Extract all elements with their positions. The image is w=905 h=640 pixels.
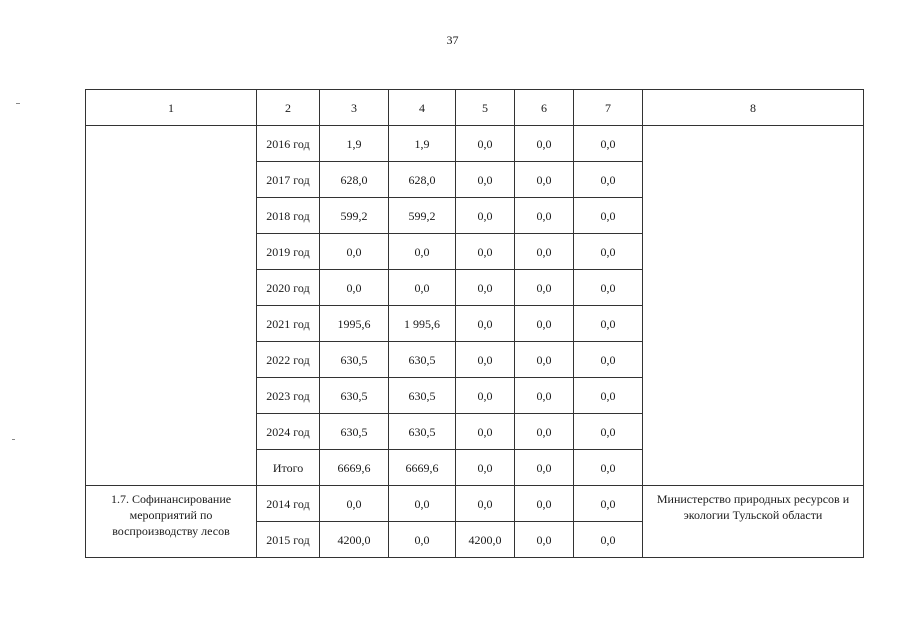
value-cell: 0,0	[515, 342, 574, 378]
funding-table	[85, 89, 864, 558]
value-cell: 630,5	[320, 414, 389, 450]
value-cell: 630,5	[320, 342, 389, 378]
value-cell: 0,0	[574, 378, 643, 414]
value-cell: 0,0	[574, 162, 643, 198]
table-row	[86, 486, 864, 522]
value-cell: 0,0	[456, 414, 515, 450]
value-cell: 0,0	[515, 306, 574, 342]
value-cell: 0,0	[515, 522, 574, 558]
year-cell: 2023 год	[257, 378, 320, 414]
value-cell: 0,0	[456, 162, 515, 198]
value-cell: 630,5	[389, 378, 456, 414]
value-cell: 0,0	[389, 234, 456, 270]
value-cell: 628,0	[389, 162, 456, 198]
value-cell: 0,0	[574, 522, 643, 558]
value-cell: 0,0	[515, 198, 574, 234]
value-cell: 0,0	[456, 342, 515, 378]
page-number: 37	[446, 33, 459, 47]
year-cell: 2016 год	[257, 126, 320, 162]
value-cell: 0,0	[515, 378, 574, 414]
scan-speck	[16, 103, 20, 104]
value-cell: 0,0	[320, 270, 389, 306]
value-cell: 0,0	[574, 198, 643, 234]
value-cell: 6669,6	[320, 450, 389, 486]
header-cell: 1	[86, 90, 257, 126]
table-row	[86, 126, 864, 162]
year-cell: 2021 год	[257, 306, 320, 342]
value-cell: 4200,0	[320, 522, 389, 558]
year-cell: 2019 год	[257, 234, 320, 270]
header-cell: 8	[643, 90, 864, 126]
header-cell: 7	[574, 90, 643, 126]
value-cell: 0,0	[456, 378, 515, 414]
value-cell: 0,0	[389, 486, 456, 522]
year-cell: Итого	[257, 450, 320, 486]
value-cell: 0,0	[320, 486, 389, 522]
value-cell: 0,0	[456, 234, 515, 270]
scan-speck	[12, 439, 15, 440]
value-cell: 0,0	[456, 486, 515, 522]
value-cell: 1995,6	[320, 306, 389, 342]
header-cell: 2	[257, 90, 320, 126]
value-cell: 1 995,6	[389, 306, 456, 342]
year-cell: 2022 год	[257, 342, 320, 378]
value-cell: 599,2	[389, 198, 456, 234]
executor-cell-empty	[643, 126, 864, 486]
value-cell: 599,2	[320, 198, 389, 234]
value-cell: 0,0	[574, 234, 643, 270]
value-cell: 0,0	[389, 522, 456, 558]
value-cell: 628,0	[320, 162, 389, 198]
value-cell: 0,0	[456, 270, 515, 306]
year-cell: 2014 год	[257, 486, 320, 522]
year-cell: 2024 год	[257, 414, 320, 450]
value-cell: 0,0	[389, 270, 456, 306]
value-cell: 0,0	[574, 486, 643, 522]
year-cell: 2017 год	[257, 162, 320, 198]
value-cell: 630,5	[389, 342, 456, 378]
value-cell: 6669,6	[389, 450, 456, 486]
value-cell: 0,0	[320, 234, 389, 270]
table-header-row	[86, 90, 864, 126]
year-cell: 2018 год	[257, 198, 320, 234]
value-cell: 630,5	[320, 378, 389, 414]
value-cell: 0,0	[574, 270, 643, 306]
value-cell: 0,0	[515, 234, 574, 270]
value-cell: 1,9	[389, 126, 456, 162]
value-cell: 0,0	[574, 414, 643, 450]
value-cell: 0,0	[574, 342, 643, 378]
executor-name-cell: Министерство природных ресурсов и экологии Тульской области	[643, 486, 864, 558]
value-cell: 0,0	[515, 126, 574, 162]
year-cell: 2015 год	[257, 522, 320, 558]
value-cell: 0,0	[456, 198, 515, 234]
value-cell: 0,0	[515, 270, 574, 306]
value-cell: 0,0	[456, 450, 515, 486]
year-cell: 2020 год	[257, 270, 320, 306]
value-cell: 0,0	[515, 162, 574, 198]
header-cell: 6	[515, 90, 574, 126]
value-cell: 0,0	[456, 126, 515, 162]
header-cell: 3	[320, 90, 389, 126]
value-cell: 0,0	[515, 450, 574, 486]
measure-cell-empty	[86, 126, 257, 486]
value-cell: 630,5	[389, 414, 456, 450]
value-cell: 0,0	[515, 486, 574, 522]
value-cell: 0,0	[456, 306, 515, 342]
value-cell: 0,0	[574, 306, 643, 342]
value-cell: 0,0	[515, 414, 574, 450]
value-cell: 0,0	[574, 126, 643, 162]
header-cell: 4	[389, 90, 456, 126]
value-cell: 4200,0	[456, 522, 515, 558]
header-cell: 5	[456, 90, 515, 126]
value-cell: 0,0	[574, 450, 643, 486]
measure-name-cell: 1.7. Софинансирование мероприятий по воспроизводству лесов	[86, 486, 257, 558]
value-cell: 1,9	[320, 126, 389, 162]
